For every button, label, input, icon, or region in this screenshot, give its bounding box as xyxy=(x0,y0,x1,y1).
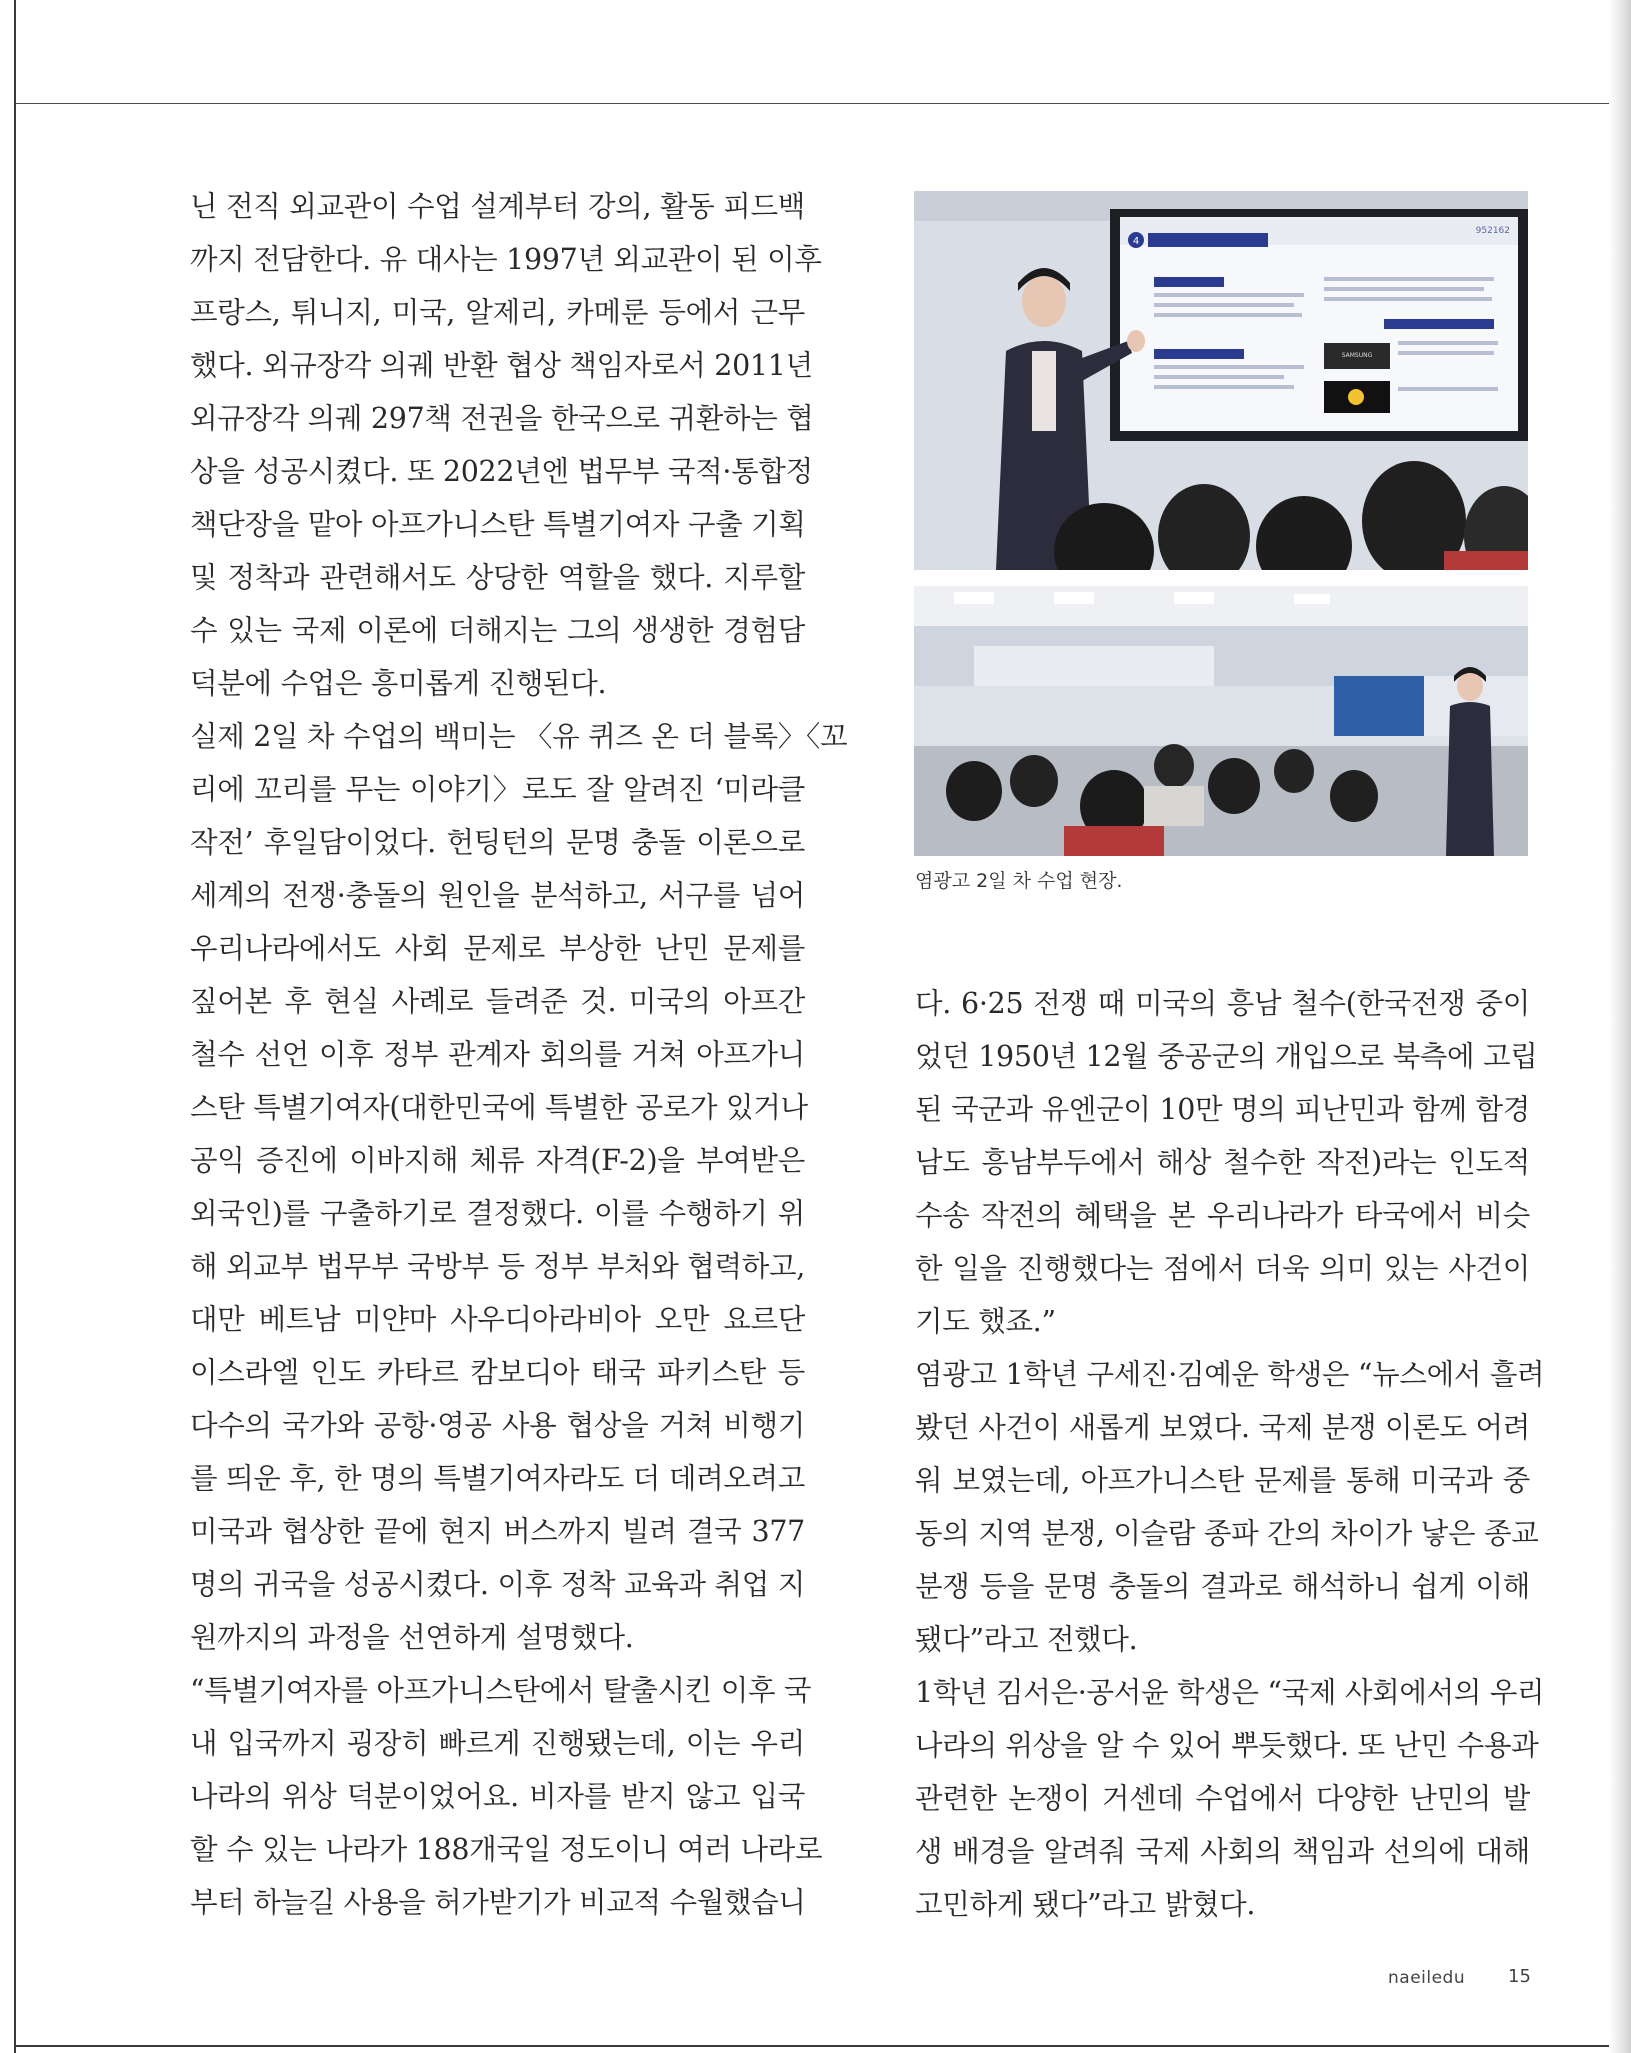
text-line: 분쟁 등을 문명 충돌의 결과로 해석하니 쉽게 이해 xyxy=(915,1570,1530,1603)
text-line: 해 외교부 법무부 국방부 등 정부 부처와 협력하고, xyxy=(190,1250,805,1283)
classroom-photo-lecturer xyxy=(914,191,1528,570)
text-line: 다수의 국가와 공항·영공 사용 협상을 거쳐 비행기 xyxy=(190,1409,805,1442)
text-line: 수 있는 국제 이론에 더해지는 그의 생생한 경험담 xyxy=(190,614,805,647)
text-line: 스탄 특별기여자(대한민국에 특별한 공로가 있거나 xyxy=(190,1091,808,1124)
text-line: 대만 베트남 미얀마 사우디아라비아 오만 요르단 xyxy=(190,1303,805,1336)
text-line: 된 국군과 유엔군이 10만 명의 피난민과 함께 함경 xyxy=(915,1093,1530,1126)
classroom-photo-wide xyxy=(914,586,1528,856)
text-line: 이스라엘 인도 카타르 캄보디아 태국 파키스탄 등 xyxy=(190,1356,805,1389)
text-line: 리에 꼬리를 무는 이야기〉로도 잘 알려진 ‘미라클 xyxy=(190,773,805,806)
photo-caption: 염광고 2일 차 수업 현장. xyxy=(915,870,1123,892)
text-line: 내 입국까지 굉장히 빠르게 진행됐는데, 이는 우리 xyxy=(190,1727,805,1760)
text-line: 할 수 있는 나라가 188개국일 정도이니 여러 나라로 xyxy=(190,1833,823,1866)
text-line: 나라의 위상을 알 수 있어 뿌듯했다. 또 난민 수용과 xyxy=(915,1729,1539,1762)
text-line: 워 보였는데, 아프가니스탄 문제를 통해 미국과 중 xyxy=(915,1464,1530,1497)
text-line: 실제 2일 차 수업의 백미는 〈유 퀴즈 온 더 블록〉〈꼬 xyxy=(190,720,848,753)
text-line: 미국과 협상한 끝에 현지 버스까지 빌려 결국 377 xyxy=(190,1515,805,1548)
text-line: 를 띄운 후, 한 명의 특별기여자라도 더 데려오려고 xyxy=(190,1462,805,1495)
text-line: 우리나라에서도 사회 문제로 부상한 난민 문제를 xyxy=(190,932,805,965)
text-line: 었던 1950년 12월 중공군의 개입으로 북측에 고립 xyxy=(915,1040,1538,1073)
text-line: 원까지의 과정을 선연하게 설명했다. xyxy=(190,1621,634,1654)
text-line: 까지 전담한다. 유 대사는 1997년 외교관이 된 이후 xyxy=(190,243,822,276)
article-left-column xyxy=(190,180,848,1929)
text-line: 외규장각 의궤 297책 전권을 한국으로 귀환하는 협 xyxy=(190,402,814,435)
text-line: 남도 흥남부두에서 해상 철수한 작전)라는 인도적 xyxy=(915,1146,1530,1179)
text-line: 짚어본 후 현실 사례로 들려준 것. 미국의 아프간 xyxy=(190,985,805,1018)
text-line: 됐다”라고 전했다. xyxy=(915,1623,1138,1656)
text-line: 외국인)를 구출하기로 결정했다. 이를 수행하기 위 xyxy=(190,1197,805,1230)
text-line: 닌 전직 외교관이 수업 설계부터 강의, 활동 피드백 xyxy=(190,190,805,223)
text-line: 다. 6·25 전쟁 때 미국의 흥남 철수(한국전쟁 중이 xyxy=(915,987,1530,1020)
article-right-column xyxy=(915,977,1545,1931)
text-line: 상을 성공시켰다. 또 2022년엔 법무부 국적·통합정 xyxy=(190,455,813,488)
text-line: “특별기여자를 아프가니스탄에서 탈출시킨 이후 국 xyxy=(190,1674,812,1707)
header-rule xyxy=(16,103,1616,104)
text-line: 염광고 1학년 구세진·김예운 학생은 “뉴스에서 흘려 xyxy=(915,1358,1545,1391)
page-number: 15 xyxy=(1508,1966,1531,1987)
text-line: 및 정착과 관련해서도 상당한 역할을 했다. 지루할 xyxy=(190,561,805,594)
footer-brand: naeiledu xyxy=(1388,1968,1466,1988)
text-line: 작전’ 후일담이었다. 헌팅턴의 문명 충돌 이론으로 xyxy=(190,826,805,859)
text-line: 명의 귀국을 성공시켰다. 이후 정착 교육과 취업 지 xyxy=(190,1568,805,1601)
text-line: 동의 지역 분쟁, 이슬람 종파 간의 차이가 낳은 종교 xyxy=(915,1517,1539,1550)
text-line: 생 배경을 알려줘 국제 사회의 책임과 선의에 대해 xyxy=(915,1835,1530,1868)
text-line: 철수 선언 이후 정부 관계자 회의를 거쳐 아프가니 xyxy=(190,1038,805,1071)
text-line: 고민하게 됐다”라고 밝혔다. xyxy=(915,1888,1256,1921)
text-line: 나라의 위상 덕분이었어요. 비자를 받지 않고 입국 xyxy=(190,1780,805,1813)
text-line: 세계의 전쟁·충돌의 원인을 분석하고, 서구를 넘어 xyxy=(190,879,805,912)
slide-label-box: SAMSUNG xyxy=(1341,352,1373,359)
text-line: 공익 증진에 이바지해 체류 자격(F-2)을 부여받은 xyxy=(190,1144,805,1177)
text-line: 덕분에 수업은 흥미롭게 진행된다. xyxy=(190,667,607,700)
text-line: 봤던 사건이 새롭게 보였다. 국제 분쟁 이론도 어려 xyxy=(915,1411,1530,1444)
text-line: 프랑스, 튀니지, 미국, 알제리, 카메룬 등에서 근무 xyxy=(190,296,805,329)
text-line: 기도 했죠.” xyxy=(915,1305,1056,1338)
slide-number: 952162 xyxy=(1475,226,1510,236)
text-line: 관련한 논쟁이 거센데 수업에서 다양한 난민의 발 xyxy=(915,1782,1530,1815)
text-line: 부터 하늘길 사용을 허가받기가 비교적 수월했습니 xyxy=(190,1886,806,1919)
text-line: 한 일을 진행했다는 점에서 더욱 의미 있는 사건이 xyxy=(915,1252,1530,1285)
classroom-photo-wide-drawing xyxy=(914,586,1528,856)
text-line: 책단장을 맡아 아프가니스탄 특별기여자 구출 기획 xyxy=(190,508,806,541)
page-edge-shadow xyxy=(1609,0,1631,2053)
classroom-photo-lecturer-drawing xyxy=(914,191,1528,570)
text-line: 했다. 외규장각 의궤 반환 협상 책임자로서 2011년 xyxy=(190,349,813,382)
page-border-bottom xyxy=(14,2045,1614,2047)
page-border-left xyxy=(14,0,16,2053)
text-line: 1학년 김서은·공서윤 학생은 “국제 사회에서의 우리 xyxy=(915,1676,1545,1709)
slide-badge: 4 xyxy=(1132,236,1140,247)
text-line: 수송 작전의 혜택을 본 우리나라가 타국에서 비슷 xyxy=(915,1199,1530,1232)
